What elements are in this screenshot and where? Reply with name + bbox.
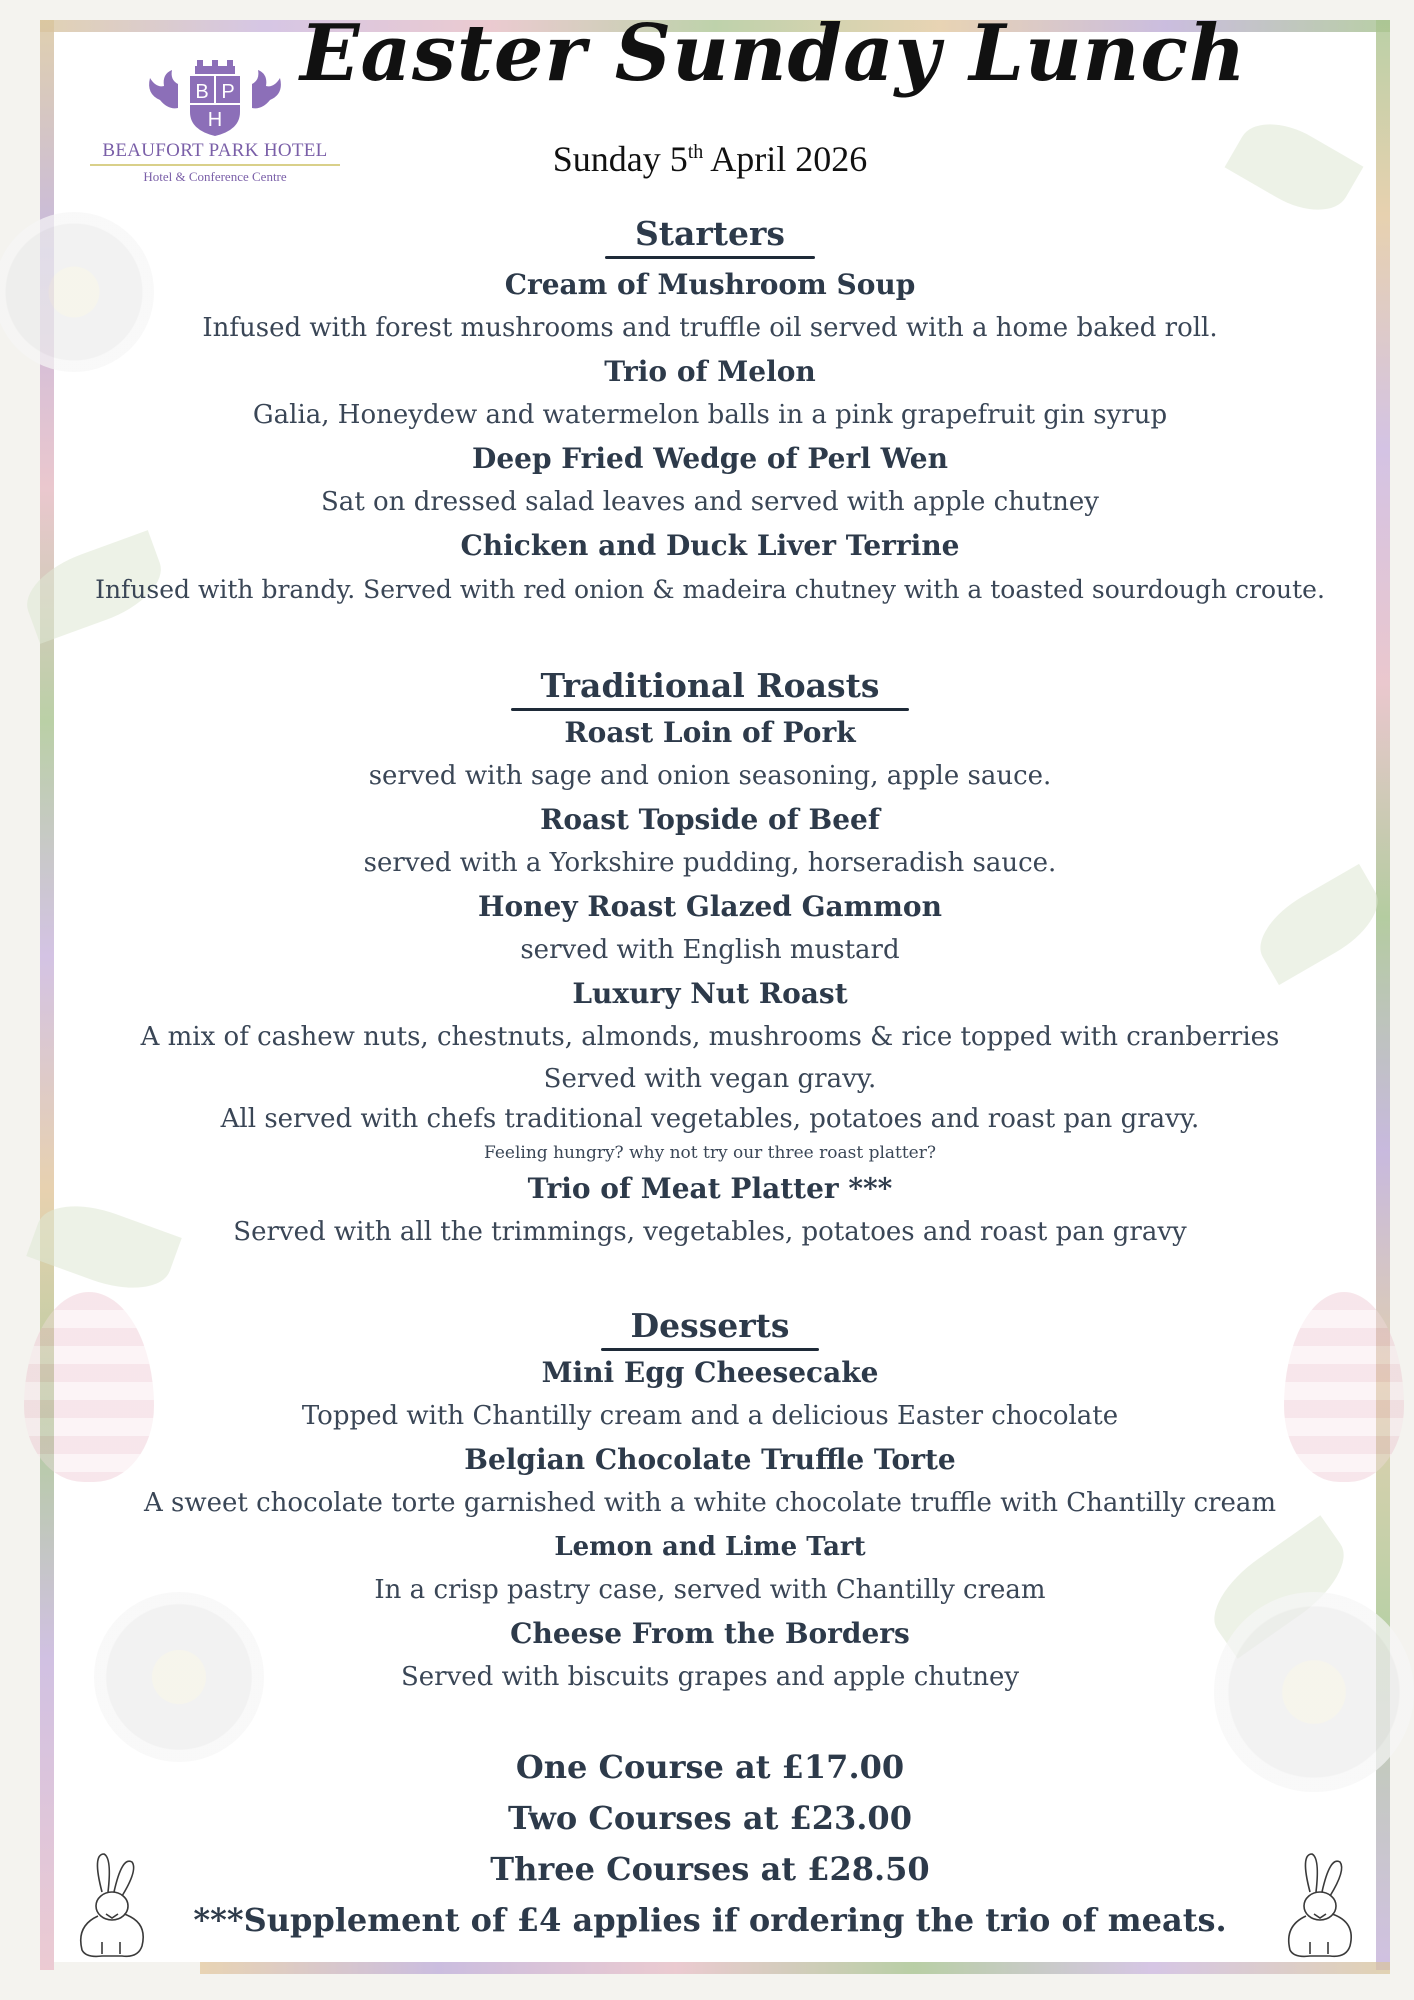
floral-border-bottom <box>200 1962 1390 1974</box>
menu-item-name: Trio of Melon <box>604 355 816 388</box>
menu-item-name: Cream of Mushroom Soup <box>504 268 916 301</box>
menu-item-name: Lemon and Lime Tart <box>554 1532 866 1562</box>
menu-item-name: Chicken and Duck Liver Terrine <box>460 529 960 562</box>
menu-item-desc: Infused with brandy. Served with red onion & madeira chutney with a toasted sourdough croute. <box>95 575 1325 604</box>
logo-letter-b: B <box>195 81 209 103</box>
platter-desc: Served with all the trimmings, vegetables, potatoes and roast pan gravy <box>233 1217 1187 1247</box>
bunny-icon <box>62 1850 162 1960</box>
starters-section <box>60 214 1360 611</box>
hotel-name: BEAUFORT PARK HOTEL <box>90 140 340 166</box>
menu-title: Easter Sunday Lunch <box>300 8 1247 99</box>
menu-date <box>300 138 1120 180</box>
desserts-section <box>60 1306 1360 1699</box>
price-three-courses: Three Courses at £28.50 <box>490 1850 930 1888</box>
menu-item-desc: In a crisp pastry case, served with Chantilly cream <box>374 1575 1046 1605</box>
menu-item-desc: served with sage and onion seasoning, apple sauce. <box>368 761 1052 791</box>
desserts-heading: Desserts <box>601 1306 820 1345</box>
menu-item-desc: Served with vegan gravy. <box>543 1064 877 1094</box>
roasts-served-note: All served with chefs traditional vegetables, potatoes and roast pan gravy. <box>220 1104 1200 1134</box>
logo-letter-p: P <box>221 81 235 103</box>
menu-item-name: Cheese From the Borders <box>510 1617 910 1650</box>
menu-item-name: Roast Topside of Beef <box>540 803 880 836</box>
menu-item-desc: served with English mustard <box>520 935 900 965</box>
menu-item-desc: A mix of cashew nuts, chestnuts, almonds, mushrooms & rice topped with cranberries <box>140 1022 1280 1052</box>
date-ordinal: th <box>687 141 704 163</box>
roasts-heading: Traditional Roasts <box>511 666 910 705</box>
price-one-course: One Course at £17.00 <box>515 1748 905 1786</box>
menu-item-name: Mini Egg Cheesecake <box>541 1356 879 1389</box>
price-two-courses: Two Courses at £23.00 <box>508 1799 912 1837</box>
hotel-subtitle: Hotel & Conference Centre <box>143 169 287 184</box>
menu-item-name: Honey Roast Glazed Gammon <box>478 890 942 923</box>
date-day: Sunday 5 <box>552 139 688 179</box>
menu-item-desc: Served with biscuits grapes and apple chutney <box>400 1662 1020 1692</box>
menu-item-name: Luxury Nut Roast <box>572 977 848 1010</box>
leaf-decoration <box>1225 107 1364 228</box>
menu-item-desc: served with a Yorkshire pudding, horseradish sauce. <box>363 848 1057 878</box>
menu-item-desc: Infused with forest mushrooms and truffle oil served with a home baked roll. <box>202 313 1218 343</box>
platter-name: Trio of Meat Platter *** <box>527 1172 893 1205</box>
crest-icon <box>140 60 290 138</box>
menu-item-desc: Topped with Chantilly cream and a delicious Easter chocolate <box>301 1401 1119 1431</box>
supplement-note: ***Supplement of £4 applies if ordering the trio of meats. <box>193 1901 1227 1939</box>
starters-heading: Starters <box>605 214 815 253</box>
hungry-note: Feeling hungry? why not try our three roast platter? <box>484 1143 936 1163</box>
pricing-section <box>60 1742 1360 1946</box>
menu-item-name: Roast Loin of Pork <box>564 716 856 749</box>
menu-item-name: Deep Fried Wedge of Perl Wen <box>472 442 948 475</box>
menu-item-name: Belgian Chocolate Truffle Torte <box>464 1443 956 1476</box>
menu-item-desc: Galia, Honeydew and watermelon balls in a pink grapefruit gin syrup <box>252 400 1168 430</box>
menu-item-desc: A sweet chocolate torte garnished with a white chocolate truffle with Chantilly cream <box>143 1488 1276 1518</box>
menu-item-desc: Sat on dressed salad leaves and served with apple chutney <box>321 487 1099 517</box>
roasts-section <box>60 666 1360 1254</box>
date-month-year: April 2026 <box>703 139 868 179</box>
logo-letter-h: H <box>207 109 223 131</box>
bunny-icon <box>1270 1850 1370 1960</box>
